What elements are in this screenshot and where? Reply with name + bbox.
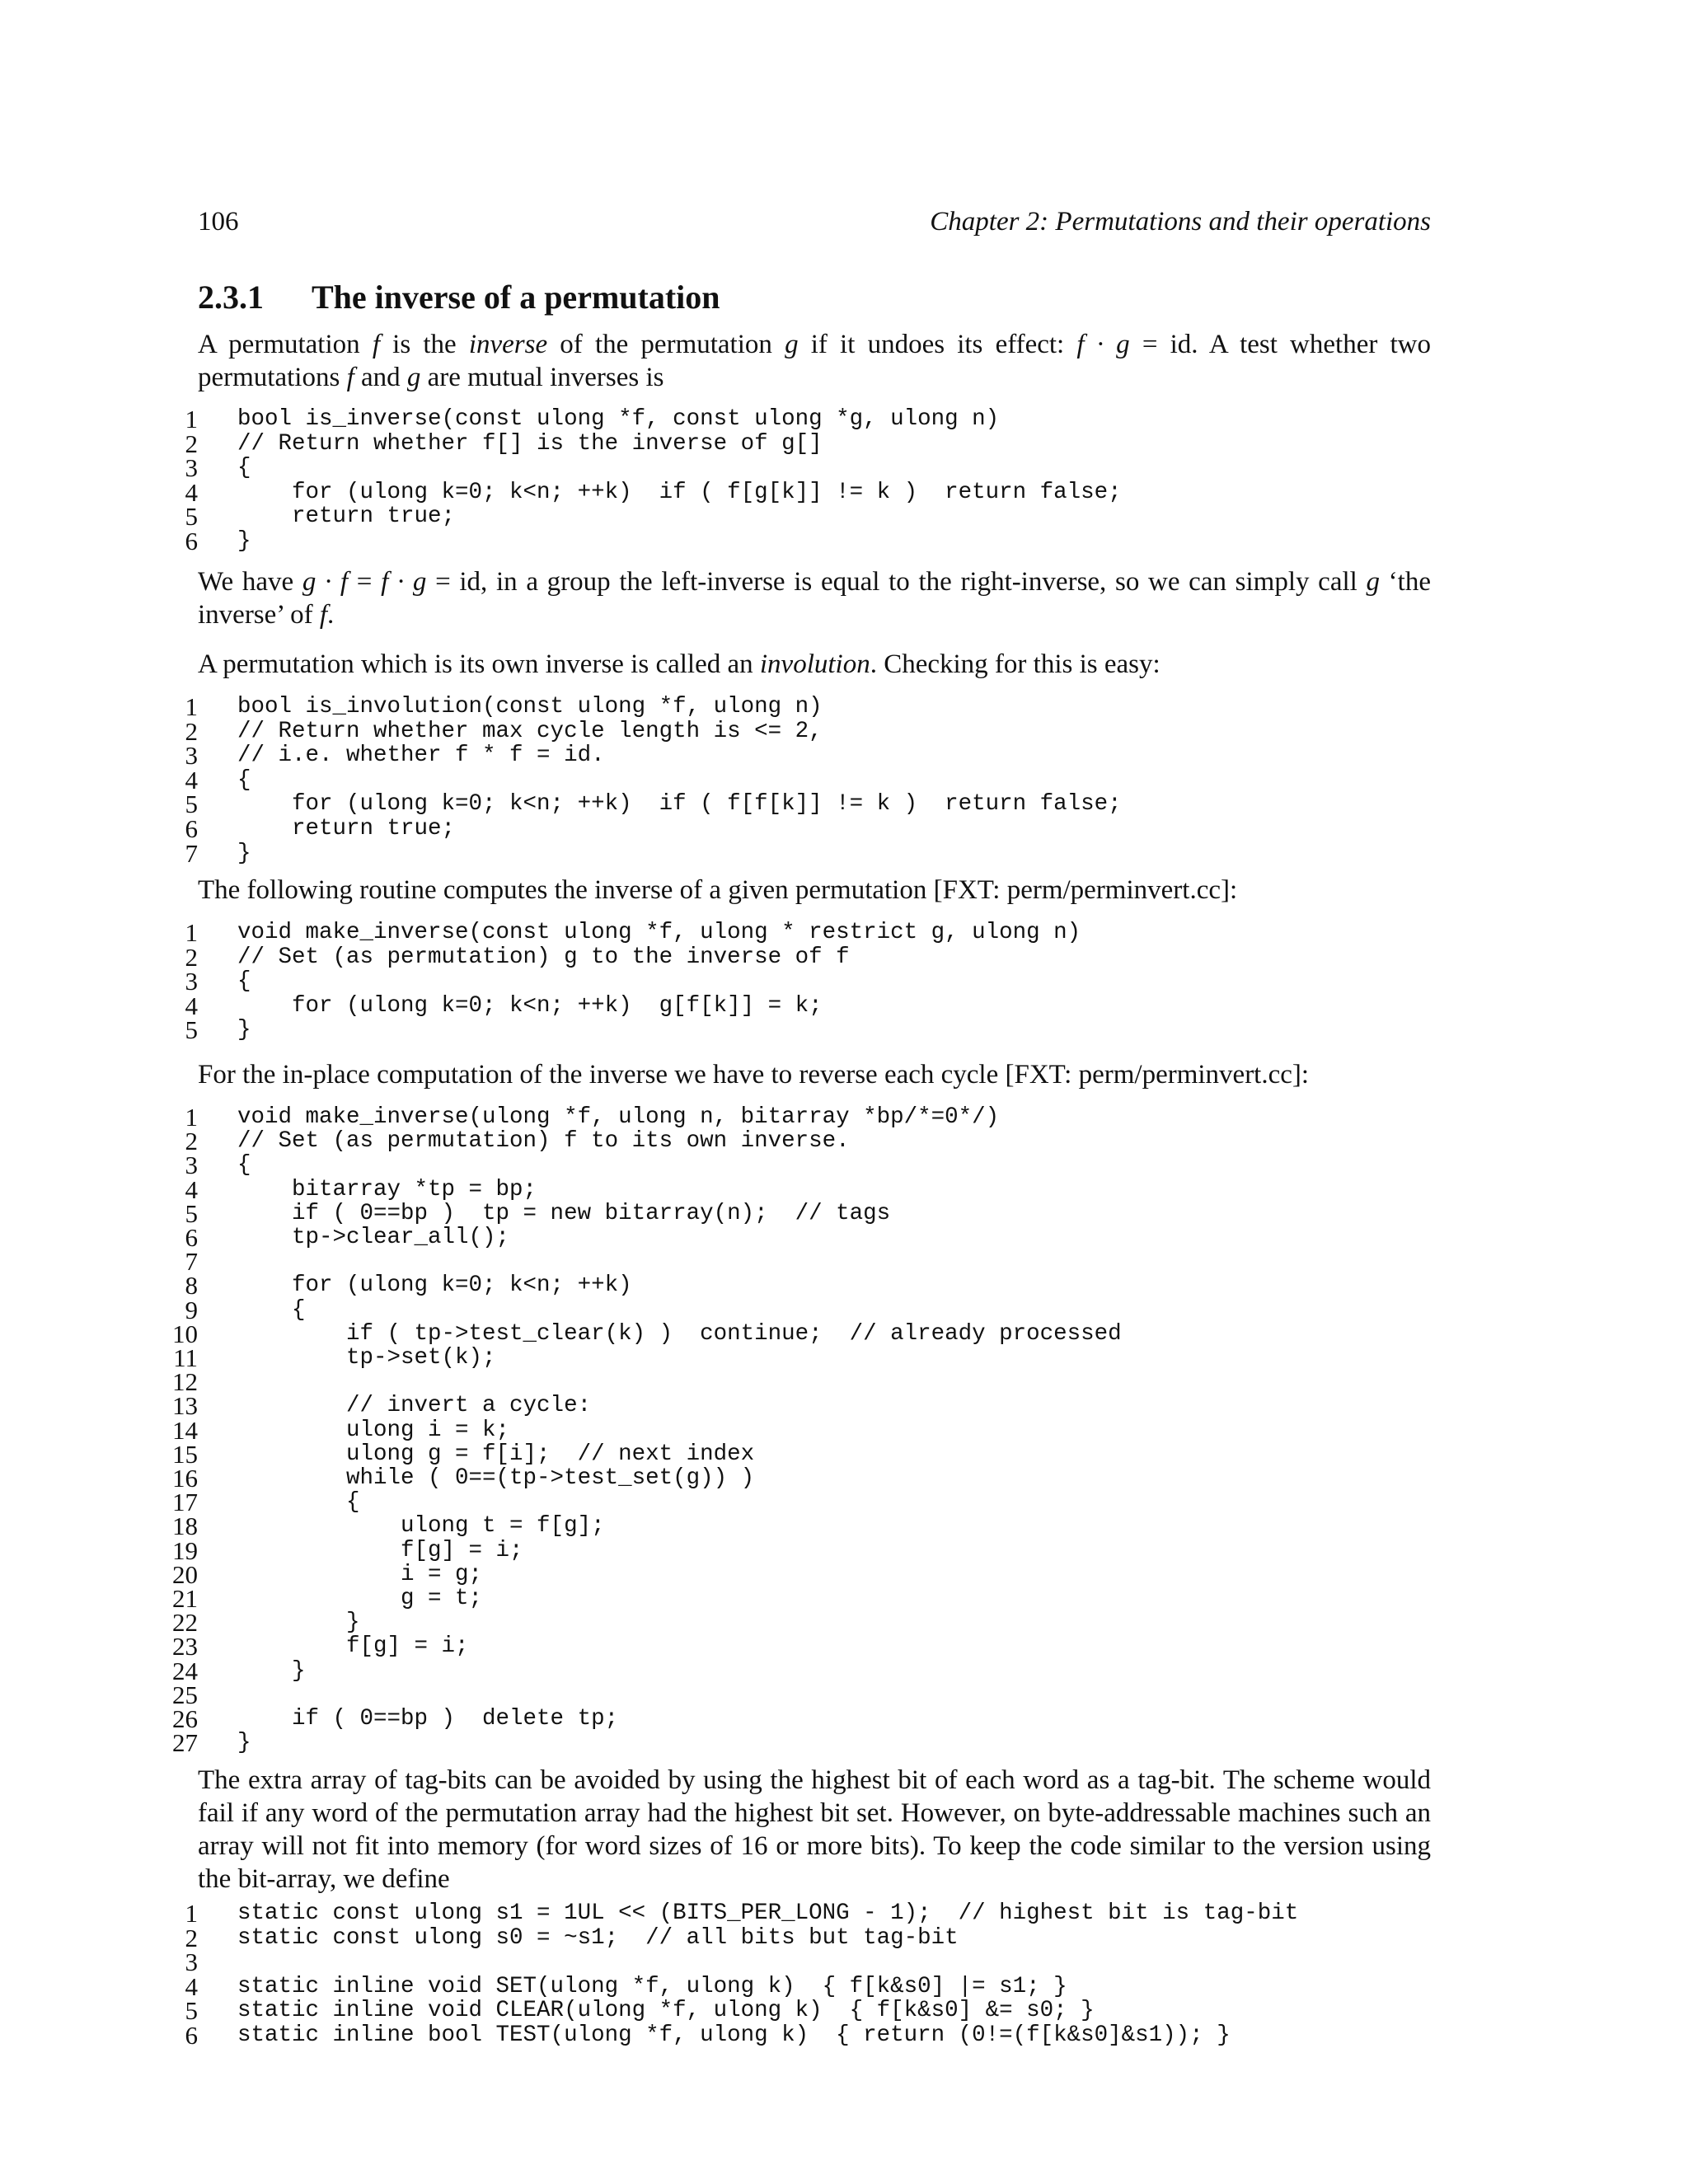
code-line (165, 1103, 1451, 1132)
line-number: 5 (185, 1015, 198, 1045)
line-number: 3 (185, 1151, 198, 1180)
paragraph-tag-bits: The extra array of tag-bits can be avoided by using the highest bit of each word as a tag-bit. The scheme would fail if any word of the permutation array had the highest bit set. However, on byte-addressable machines such an array will not fit into memory (for word sizes of 16 or more bits). To keep the code similar to the version using the bit-array, we define (198, 1765, 1431, 1894)
code-line (165, 1464, 1451, 1493)
line-number: 4 (185, 1174, 198, 1204)
code-line (165, 813, 1451, 843)
line-number: 2 (185, 942, 198, 972)
code-text: static const ulong s1 = 1UL << (BITS_PER_LONG - 1); // highest bit is tag-bit (237, 1900, 1299, 1926)
code-line (165, 526, 1451, 555)
line-number: 5 (185, 1198, 198, 1228)
code-line (165, 453, 1451, 483)
line-number: 2 (185, 1127, 198, 1156)
code-line (165, 2020, 1451, 2050)
line-number: 1 (185, 405, 198, 434)
code-line (165, 1439, 1451, 1469)
code-text: // Set (as permutation) f to its own inverse. (237, 1128, 850, 1155)
line-number: 3 (185, 1947, 198, 1977)
code-listing-is-inverse (165, 407, 1451, 554)
line-number: 1 (185, 692, 198, 721)
line-number: 14 (172, 1415, 198, 1445)
page-number: 106 (198, 207, 239, 237)
code-text: { (237, 968, 251, 995)
code-line (165, 1559, 1451, 1589)
code-text: } (237, 527, 251, 554)
code-line (165, 1127, 1451, 1156)
code-line (165, 1584, 1451, 1614)
line-number: 23 (172, 1632, 198, 1661)
code-text: // invert a cycle: (237, 1393, 592, 1419)
code-line (165, 502, 1451, 532)
line-number: 11 (173, 1343, 198, 1373)
code-line (165, 1151, 1451, 1180)
code-text: if ( tp->test_clear(k) ) continue; // already processed (237, 1320, 1122, 1347)
line-number: 26 (172, 1704, 198, 1734)
code-text: for (ulong k=0; k<n; ++k) if ( f[g[k]] != k ) return false; (237, 479, 1122, 505)
line-number: 12 (172, 1367, 198, 1397)
code-listing-is-involution (165, 692, 1451, 868)
code-line (165, 1901, 1451, 1926)
code-text: } (237, 1657, 306, 1684)
code-text: bool is_inverse(const ulong *f, const ulong *g, ulong n) (237, 406, 1000, 432)
line-number: 8 (185, 1271, 198, 1301)
line-number: 6 (185, 526, 198, 555)
code-line (165, 1971, 1451, 2001)
code-text: for (ulong k=0; k<n; ++k) g[f[k]] = k; (237, 992, 823, 1019)
code-line (165, 838, 1451, 868)
code-line (165, 1947, 1451, 1977)
code-text: void make_inverse(const ulong *f, ulong * restrict g, ulong n) (237, 920, 1081, 945)
code-text: tp->clear_all(); (237, 1225, 510, 1251)
code-line (165, 792, 1451, 817)
code-line (165, 477, 1451, 507)
line-number: 1 (185, 1103, 198, 1132)
line-number: 4 (185, 765, 198, 794)
code-text: // Return whether max cycle length is <= 2, (237, 718, 823, 744)
code-text: for (ulong k=0; k<n; ++k) (237, 1272, 632, 1299)
code-line (165, 1511, 1451, 1541)
code-line (165, 1295, 1451, 1324)
code-text: } (237, 1017, 251, 1043)
code-text: return true; (237, 815, 456, 841)
code-line (165, 942, 1451, 972)
line-number: 6 (185, 2020, 198, 2050)
code-text: { (237, 1489, 360, 1516)
line-number: 6 (185, 813, 198, 843)
line-number: 19 (172, 1535, 198, 1565)
code-text: ulong i = k; (237, 1417, 510, 1443)
code-text: for (ulong k=0; k<n; ++k) if ( f[f[k]] != k ) return false; (237, 791, 1122, 818)
code-line (165, 407, 1451, 432)
section-number: 2.3.1 (198, 279, 264, 316)
code-line (165, 1343, 1451, 1373)
section-heading (198, 277, 720, 318)
code-text: // i.e. whether f * f = id. (237, 743, 605, 769)
line-number: 5 (185, 1996, 198, 2026)
line-number: 2 (185, 1923, 198, 1952)
code-listing-make-inverse-in-place (165, 1103, 1451, 1758)
line-number: 15 (172, 1439, 198, 1469)
code-line (165, 1223, 1451, 1253)
code-text: static const ulong s0 = ~s1; // all bits but tag-bit (237, 1924, 959, 1951)
line-number: 7 (185, 1247, 198, 1277)
line-number: 1 (185, 1899, 198, 1928)
line-number: 25 (172, 1680, 198, 1709)
code-text (237, 1249, 1451, 1273)
line-number: 4 (185, 477, 198, 507)
code-text: ulong g = f[i]; // next index (237, 1441, 755, 1467)
code-line (165, 765, 1451, 794)
line-number: 2 (185, 429, 198, 458)
line-number: 21 (172, 1584, 198, 1614)
line-number: 7 (185, 838, 198, 868)
code-line (165, 1015, 1451, 1045)
code-line (165, 969, 1451, 994)
line-number: 3 (185, 453, 198, 483)
code-line (165, 741, 1451, 771)
line-number: 16 (172, 1464, 198, 1493)
code-text: { (237, 1296, 306, 1323)
code-line (165, 1535, 1451, 1565)
line-number: 6 (185, 1223, 198, 1253)
code-text: if ( 0==bp ) delete tp; (237, 1706, 619, 1732)
code-line (165, 1488, 1451, 1517)
paragraph-make-inverse-intro: The following routine computes the inverse of a given permutation [FXT: perm/perminvert.cc]: (198, 875, 1238, 905)
code-text: if ( 0==bp ) tp = new bitarray(n); // tags (237, 1200, 891, 1226)
line-number: 5 (185, 502, 198, 532)
line-number: 1 (185, 918, 198, 947)
code-text: f[g] = i; (237, 1633, 469, 1660)
line-number: 18 (172, 1511, 198, 1541)
chapter-title: Chapter 2: Permutations and their operations (930, 207, 1431, 237)
paragraph-in-place-intro: For the in-place computation of the inverse we have to reverse each cycle [FXT: perm/perminvert.cc]: (198, 1060, 1310, 1090)
section-title: The inverse of a permutation (312, 279, 720, 316)
code-text: bitarray *tp = bp; (237, 1176, 537, 1202)
line-number: 4 (185, 991, 198, 1020)
line-number: 22 (172, 1608, 198, 1638)
line-number: 3 (185, 741, 198, 771)
code-line (165, 991, 1451, 1020)
code-listing-tag-bit-macros (165, 1901, 1451, 2048)
code-text: } (237, 1610, 360, 1636)
code-text (237, 1370, 1451, 1394)
line-number: 3 (185, 967, 198, 996)
code-line (165, 1367, 1451, 1397)
paragraph-inverse-definition: A permutation f is the inverse of the permutation g if it undoes its effect: f · g = id. A test whether two permutations f and g are mutual inverses is (198, 330, 1432, 392)
code-line (165, 692, 1451, 721)
code-text: f[g] = i; (237, 1537, 523, 1563)
paragraph-left-right-inverse: We have g · f = f · g = id, in a group the left-inverse is equal to the right-inverse, so we can simply call g ‘the inverse’ of f. (198, 567, 1431, 630)
code-text: { (237, 766, 251, 793)
line-number: 17 (172, 1488, 198, 1517)
code-text: while ( 0==(tp->test_set(g)) ) (237, 1465, 755, 1492)
code-text: { (237, 455, 251, 481)
code-text: g = t; (237, 1586, 483, 1612)
code-text (237, 1683, 1451, 1707)
code-text: static inline bool TEST(ulong *f, ulong k) { return (0!=(f[k&s0]&s1)); } (237, 2022, 1231, 2048)
paragraph-involution: A permutation which is its own inverse is called an involution. Checking for this is easy: (198, 649, 1160, 679)
code-text: static inline void CLEAR(ulong *f, ulong k) { f[k&s0] &= s0; } (237, 1998, 1095, 2024)
code-line (165, 1415, 1451, 1445)
line-number: 27 (172, 1728, 198, 1758)
code-text: i = g; (237, 1561, 483, 1587)
code-line (165, 1704, 1451, 1734)
code-line (165, 1608, 1451, 1638)
line-number: 5 (185, 790, 198, 819)
code-line (165, 1728, 1451, 1758)
code-line (165, 429, 1451, 458)
code-line (165, 1319, 1451, 1348)
code-listing-make-inverse (165, 918, 1451, 1045)
code-line (165, 1174, 1451, 1204)
code-line (165, 1391, 1451, 1421)
code-text: static inline void SET(ulong *f, ulong k) { f[k&s0] |= s1; } (237, 1973, 1067, 1999)
code-line (165, 1680, 1451, 1709)
code-line (165, 716, 1451, 746)
code-text (237, 1950, 1451, 1975)
code-text: } (237, 840, 251, 866)
line-number: 10 (172, 1319, 198, 1348)
code-text: void make_inverse(ulong *f, ulong n, bitarray *bp/*=0*/) (237, 1104, 1000, 1130)
line-number: 13 (172, 1391, 198, 1421)
code-text: { (237, 1152, 251, 1179)
line-number: 4 (185, 1971, 198, 2001)
code-text: // Return whether f[] is the inverse of g[] (237, 430, 823, 457)
code-line (165, 1271, 1451, 1301)
code-line (165, 1632, 1451, 1661)
code-line (165, 1247, 1451, 1277)
code-text: } (237, 1730, 251, 1756)
code-text: return true; (237, 504, 456, 530)
code-text: // Set (as permutation) g to the inverse of f (237, 944, 850, 970)
line-number: 20 (172, 1559, 198, 1589)
line-number: 2 (185, 716, 198, 746)
code-line (165, 1198, 1451, 1228)
code-line (165, 1923, 1451, 1952)
line-number: 9 (185, 1295, 198, 1324)
code-text: ulong t = f[g]; (237, 1513, 605, 1540)
code-text: bool is_involution(const ulong *f, ulong n) (237, 694, 823, 719)
code-line (165, 1656, 1451, 1685)
code-line (165, 1996, 1451, 2026)
code-line (165, 918, 1451, 947)
line-number: 24 (172, 1656, 198, 1685)
code-text: tp->set(k); (237, 1345, 496, 1371)
